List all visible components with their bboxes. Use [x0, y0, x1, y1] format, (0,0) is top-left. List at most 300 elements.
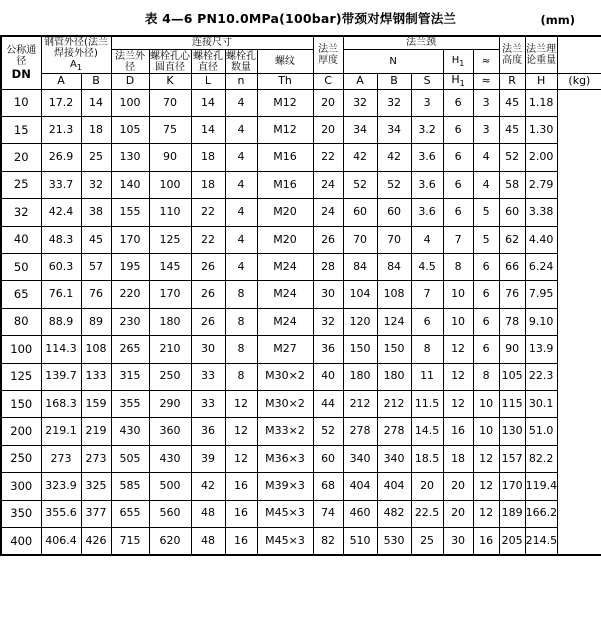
table-caption: [0, 0, 601, 35]
table-cell: 16: [225, 473, 257, 500]
header-flange-od: 法兰外径: [111, 49, 149, 74]
table-cell: 460: [343, 500, 377, 527]
table-cell: 8: [225, 336, 257, 363]
table-cell: 355: [111, 391, 149, 418]
table-cell: 482: [377, 500, 411, 527]
table-cell: 3: [411, 89, 443, 116]
table-cell: 60: [377, 199, 411, 226]
table-cell: 28: [313, 254, 343, 281]
table-cell: 250: [1, 445, 41, 472]
table-cell: 6: [443, 199, 473, 226]
table-row: [1, 473, 601, 500]
table-cell: 14.5: [411, 418, 443, 445]
table-cell: 32: [1, 199, 41, 226]
table-cell: 16: [225, 527, 257, 555]
table-cell: 45: [499, 89, 525, 116]
table-cell: 12: [473, 445, 499, 472]
table-cell: 88.9: [41, 308, 81, 335]
table-cell: 120: [343, 308, 377, 335]
table-cell: 48: [191, 500, 225, 527]
table-cell: 20: [313, 89, 343, 116]
table-cell: 3.2: [411, 117, 443, 144]
table-cell: 340: [377, 445, 411, 472]
table-cell: 30.1: [525, 391, 557, 418]
table-cell: 715: [111, 527, 149, 555]
table-cell: 3.6: [411, 199, 443, 226]
header-theoretical-weight: 法兰理论重量: [525, 36, 557, 74]
table-cell: 4: [225, 171, 257, 198]
table-cell: 26: [191, 281, 225, 308]
table-cell: 620: [149, 527, 191, 555]
table-cell: 219.1: [41, 418, 81, 445]
table-cell: 18: [191, 144, 225, 171]
table-cell: 170: [149, 281, 191, 308]
table-cell: 4: [225, 254, 257, 281]
table-cell: 32: [313, 308, 343, 335]
table-cell: 25: [1, 171, 41, 198]
table-cell: 155: [111, 199, 149, 226]
table-cell: M24: [257, 308, 313, 335]
symbol-approx: ≈: [473, 74, 499, 89]
table-cell: 18.5: [411, 445, 443, 472]
table-cell: 60: [499, 199, 525, 226]
table-cell: 100: [149, 171, 191, 198]
table-row: [1, 308, 601, 335]
table-cell: 4: [473, 171, 499, 198]
table-cell: 115: [499, 391, 525, 418]
table-cell: 168.3: [41, 391, 81, 418]
table-cell: 124: [377, 308, 411, 335]
table-cell: 10: [443, 281, 473, 308]
table-cell: 62: [499, 226, 525, 253]
table-cell: 6: [443, 89, 473, 116]
table-cell: 340: [343, 445, 377, 472]
table-cell: 8: [225, 308, 257, 335]
symbol-a1-b: B: [81, 74, 111, 89]
table-cell: 230: [111, 308, 149, 335]
table-cell: 75: [149, 117, 191, 144]
table-cell: 26: [191, 308, 225, 335]
table-cell: 90: [149, 144, 191, 171]
table-cell: 17.2: [41, 89, 81, 116]
table-cell: 150: [1, 391, 41, 418]
table-row: [1, 500, 601, 527]
table-cell: 278: [377, 418, 411, 445]
table-cell: 157: [499, 445, 525, 472]
table-cell: 7: [443, 226, 473, 253]
table-cell: 70: [377, 226, 411, 253]
table-cell: 34: [343, 117, 377, 144]
table-cell: 3.6: [411, 144, 443, 171]
table-row: [1, 171, 601, 198]
table-cell: 12: [443, 363, 473, 390]
table-cell: 150: [377, 336, 411, 363]
header-row-groups: [1, 36, 601, 49]
table-cell: 82: [313, 527, 343, 555]
table-cell: 22: [191, 199, 225, 226]
table-row: [1, 336, 601, 363]
table-cell: 12: [473, 473, 499, 500]
table-cell: 210: [149, 336, 191, 363]
table-cell: 32: [81, 171, 111, 198]
table-cell: 32: [377, 89, 411, 116]
table-cell: 7.95: [525, 281, 557, 308]
table-cell: 3.38: [525, 199, 557, 226]
table-cell: 48.3: [41, 226, 81, 253]
table-row: [1, 445, 601, 472]
table-cell: 585: [111, 473, 149, 500]
table-cell: 4.40: [525, 226, 557, 253]
table-cell: 139.7: [41, 363, 81, 390]
table-cell: 6: [443, 171, 473, 198]
table-cell: 76: [81, 281, 111, 308]
table-cell: M27: [257, 336, 313, 363]
table-cell: 57: [81, 254, 111, 281]
table-cell: 4: [225, 89, 257, 116]
symbol-l: L: [191, 74, 225, 89]
table-row: [1, 391, 601, 418]
table-cell: 60.3: [41, 254, 81, 281]
table-cell: 10: [473, 391, 499, 418]
symbol-dn: DN: [11, 66, 31, 81]
table-cell: 60: [313, 445, 343, 472]
table-cell: 40: [313, 363, 343, 390]
table-cell: 50: [1, 254, 41, 281]
table-cell: 9.10: [525, 308, 557, 335]
flange-spec-table: [0, 35, 601, 556]
table-cell: 377: [81, 500, 111, 527]
table-cell: 16: [443, 418, 473, 445]
table-cell: 655: [111, 500, 149, 527]
table-cell: 3: [473, 89, 499, 116]
table-cell: 7: [411, 281, 443, 308]
table-cell: 36: [313, 336, 343, 363]
table-cell: 212: [343, 391, 377, 418]
table-body: [1, 89, 601, 555]
table-row: [1, 199, 601, 226]
table-cell: 58: [499, 171, 525, 198]
table-cell: 250: [149, 363, 191, 390]
table-cell: 4: [225, 199, 257, 226]
table-cell: 278: [343, 418, 377, 445]
table-cell: 34: [377, 117, 411, 144]
table-cell: 45: [499, 117, 525, 144]
table-cell: 220: [111, 281, 149, 308]
table-cell: 44: [313, 391, 343, 418]
table-cell: 300: [1, 473, 41, 500]
table-cell: 74: [313, 500, 343, 527]
table-cell: 315: [111, 363, 149, 390]
table-cell: 18: [81, 117, 111, 144]
table-cell: 150: [343, 336, 377, 363]
table-cell: 76: [499, 281, 525, 308]
symbol-n: n: [225, 74, 257, 89]
table-cell: 133: [81, 363, 111, 390]
table-cell: 5: [473, 226, 499, 253]
header-approx: ≈: [473, 49, 499, 74]
symbol-weight-unit: (kg): [557, 74, 601, 89]
header-h1: $H_1$: [443, 49, 473, 74]
table-cell: 51.0: [525, 418, 557, 445]
header-thread: 螺纹: [257, 49, 313, 74]
table-cell: 400: [1, 527, 41, 555]
table-cell: 110: [149, 199, 191, 226]
table-cell: M45×3: [257, 527, 313, 555]
table-cell: 26: [313, 226, 343, 253]
table-cell: 104: [343, 281, 377, 308]
table-cell: 36: [191, 418, 225, 445]
table-cell: 33: [191, 363, 225, 390]
table-cell: 530: [377, 527, 411, 555]
table-cell: 6: [473, 254, 499, 281]
table-cell: 14: [191, 89, 225, 116]
table-cell: 3.6: [411, 171, 443, 198]
table-cell: 22.3: [525, 363, 557, 390]
table-cell: 18: [443, 445, 473, 472]
table-cell: 170: [111, 226, 149, 253]
table-cell: M16: [257, 144, 313, 171]
table-cell: 140: [111, 171, 149, 198]
table-cell: 426: [81, 527, 111, 555]
header-nominal-diameter: 公称通径 DN: [1, 36, 41, 89]
table-cell: M33×2: [257, 418, 313, 445]
symbol-c: C: [313, 74, 343, 89]
table-cell: 20: [443, 500, 473, 527]
table-cell: 6: [443, 117, 473, 144]
symbol-a1-a: A: [41, 74, 81, 89]
symbol-r: R: [499, 74, 525, 89]
table-cell: 219: [81, 418, 111, 445]
table-cell: 40: [1, 226, 41, 253]
table-cell: M12: [257, 89, 313, 116]
table-cell: 119.4: [525, 473, 557, 500]
table-cell: 180: [149, 308, 191, 335]
table-cell: 166.2: [525, 500, 557, 527]
table-cell: 159: [81, 391, 111, 418]
table-cell: 214.5: [525, 527, 557, 555]
table-cell: 16: [473, 527, 499, 555]
table-cell: 52: [313, 418, 343, 445]
table-cell: 42: [191, 473, 225, 500]
table-cell: 1.30: [525, 117, 557, 144]
table-cell: 39: [191, 445, 225, 472]
table-cell: 22: [313, 144, 343, 171]
table-cell: 22: [191, 226, 225, 253]
table-cell: 82.2: [525, 445, 557, 472]
table-cell: 33: [191, 391, 225, 418]
table-cell: 290: [149, 391, 191, 418]
table-cell: 350: [1, 500, 41, 527]
header-bolt-hole-count: 螺栓孔数量: [226, 50, 256, 73]
table-cell: 355.6: [41, 500, 81, 527]
header-flange-thickness: 法兰厚度: [313, 36, 343, 74]
table-cell: 12: [225, 391, 257, 418]
table-cell: 52: [377, 171, 411, 198]
table-row: [1, 226, 601, 253]
table-cell: 4: [411, 226, 443, 253]
table-cell: 8: [411, 336, 443, 363]
table-row: [1, 527, 601, 555]
table-cell: 6: [473, 336, 499, 363]
table-row: [1, 254, 601, 281]
table-cell: 323.9: [41, 473, 81, 500]
header-connection-dimensions: 连接尺寸: [111, 36, 313, 49]
table-cell: 6: [443, 144, 473, 171]
table-cell: 8: [225, 363, 257, 390]
table-cell: 15: [1, 117, 41, 144]
table-cell: 14: [191, 117, 225, 144]
table-cell: 505: [111, 445, 149, 472]
table-cell: 11.5: [411, 391, 443, 418]
table-cell: 4: [225, 226, 257, 253]
table-row: [1, 89, 601, 116]
table-cell: M20: [257, 226, 313, 253]
table-cell: 65: [1, 281, 41, 308]
table-cell: 430: [149, 445, 191, 472]
table-cell: 265: [111, 336, 149, 363]
table-cell: 13.9: [525, 336, 557, 363]
header-pipe-od: 钢管外径(法兰焊接外径) $A_1$: [41, 36, 111, 74]
symbol-neck-b: B: [377, 74, 411, 89]
table-cell: 26: [191, 254, 225, 281]
table-cell: M16: [257, 171, 313, 198]
table-cell: 4: [225, 144, 257, 171]
table-cell: 2.00: [525, 144, 557, 171]
table-cell: 16: [225, 500, 257, 527]
symbol-d: D: [111, 74, 149, 89]
table-cell: 105: [111, 117, 149, 144]
table-cell: 14: [81, 89, 111, 116]
symbol-th: Th: [257, 74, 313, 89]
table-cell: 8: [443, 254, 473, 281]
table-cell: 12: [443, 336, 473, 363]
table-cell: 12: [443, 391, 473, 418]
table-cell: 100: [1, 336, 41, 363]
table-row: [1, 418, 601, 445]
symbol-s: S: [411, 74, 443, 89]
table-cell: 8: [225, 281, 257, 308]
table-cell: M36×3: [257, 445, 313, 472]
table-cell: 430: [111, 418, 149, 445]
table-cell: 2.79: [525, 171, 557, 198]
header-pipe-od-symbol: $A_1$: [70, 59, 82, 73]
table-cell: 1.18: [525, 89, 557, 116]
table-title: 表 4—6 PN10.0MPa(100bar)带颈对焊钢制管法兰: [144, 11, 457, 26]
table-cell: 10: [443, 308, 473, 335]
table-cell: 200: [1, 418, 41, 445]
table-cell: 145: [149, 254, 191, 281]
table-cell: 108: [377, 281, 411, 308]
table-cell: 4: [473, 144, 499, 171]
header-flange-neck: 法兰颈: [343, 36, 499, 49]
table-cell: 100: [111, 89, 149, 116]
table-cell: 42: [377, 144, 411, 171]
table-cell: 273: [81, 445, 111, 472]
table-cell: 560: [149, 500, 191, 527]
table-cell: 78: [499, 308, 525, 335]
table-cell: M30×2: [257, 391, 313, 418]
table-cell: 10: [1, 89, 41, 116]
table-cell: M45×3: [257, 500, 313, 527]
table-cell: 89: [81, 308, 111, 335]
table-cell: 30: [443, 527, 473, 555]
table-cell: M39×3: [257, 473, 313, 500]
table-cell: 90: [499, 336, 525, 363]
table-cell: 80: [1, 308, 41, 335]
table-cell: 360: [149, 418, 191, 445]
table-cell: 10: [473, 418, 499, 445]
table-cell: 26.9: [41, 144, 81, 171]
table-cell: 195: [111, 254, 149, 281]
table-cell: 70: [343, 226, 377, 253]
table-cell: 25: [411, 527, 443, 555]
table-cell: 404: [377, 473, 411, 500]
table-cell: 180: [343, 363, 377, 390]
table-cell: 60: [343, 199, 377, 226]
table-cell: 12: [473, 500, 499, 527]
table-cell: 20: [443, 473, 473, 500]
table-cell: M12: [257, 117, 313, 144]
table-cell: 21.3: [41, 117, 81, 144]
table-cell: 3: [473, 117, 499, 144]
table-cell: 6: [473, 281, 499, 308]
table-cell: 33.7: [41, 171, 81, 198]
table-row: [1, 117, 601, 144]
header-neck-n: N: [343, 49, 443, 74]
table-cell: 500: [149, 473, 191, 500]
unit-note: (mm): [540, 13, 575, 27]
table-cell: M20: [257, 199, 313, 226]
table-cell: 42.4: [41, 199, 81, 226]
table-cell: 20: [411, 473, 443, 500]
table-cell: 20: [1, 144, 41, 171]
table-cell: 76.1: [41, 281, 81, 308]
table-cell: 32: [343, 89, 377, 116]
table-cell: 25: [81, 144, 111, 171]
table-cell: 212: [377, 391, 411, 418]
table-cell: 30: [191, 336, 225, 363]
symbol-h: H: [525, 74, 557, 89]
table-cell: 52: [343, 171, 377, 198]
table-cell: 125: [149, 226, 191, 253]
table-cell: M24: [257, 254, 313, 281]
table-cell: M30×2: [257, 363, 313, 390]
table-cell: 12: [225, 445, 257, 472]
table-cell: 130: [111, 144, 149, 171]
table-cell: 108: [81, 336, 111, 363]
header-bolt-hole-diameter: 螺栓孔直径: [193, 50, 223, 73]
table-row: [1, 363, 601, 390]
table-cell: 4.5: [411, 254, 443, 281]
table-cell: 24: [313, 171, 343, 198]
table-cell: 510: [343, 527, 377, 555]
table-cell: 273: [41, 445, 81, 472]
table-cell: 189: [499, 500, 525, 527]
table-cell: 130: [499, 418, 525, 445]
table-cell: 325: [81, 473, 111, 500]
table-cell: 180: [377, 363, 411, 390]
header-row-symbols: [1, 74, 601, 89]
table-cell: 38: [81, 199, 111, 226]
table-cell: 404: [343, 473, 377, 500]
table-cell: 5: [473, 199, 499, 226]
table-cell: 8: [473, 363, 499, 390]
table-header: [1, 36, 601, 89]
table-row: [1, 281, 601, 308]
symbol-h1: $H_1$: [443, 74, 473, 89]
symbol-neck-a: A: [343, 74, 377, 89]
table-cell: 6.24: [525, 254, 557, 281]
